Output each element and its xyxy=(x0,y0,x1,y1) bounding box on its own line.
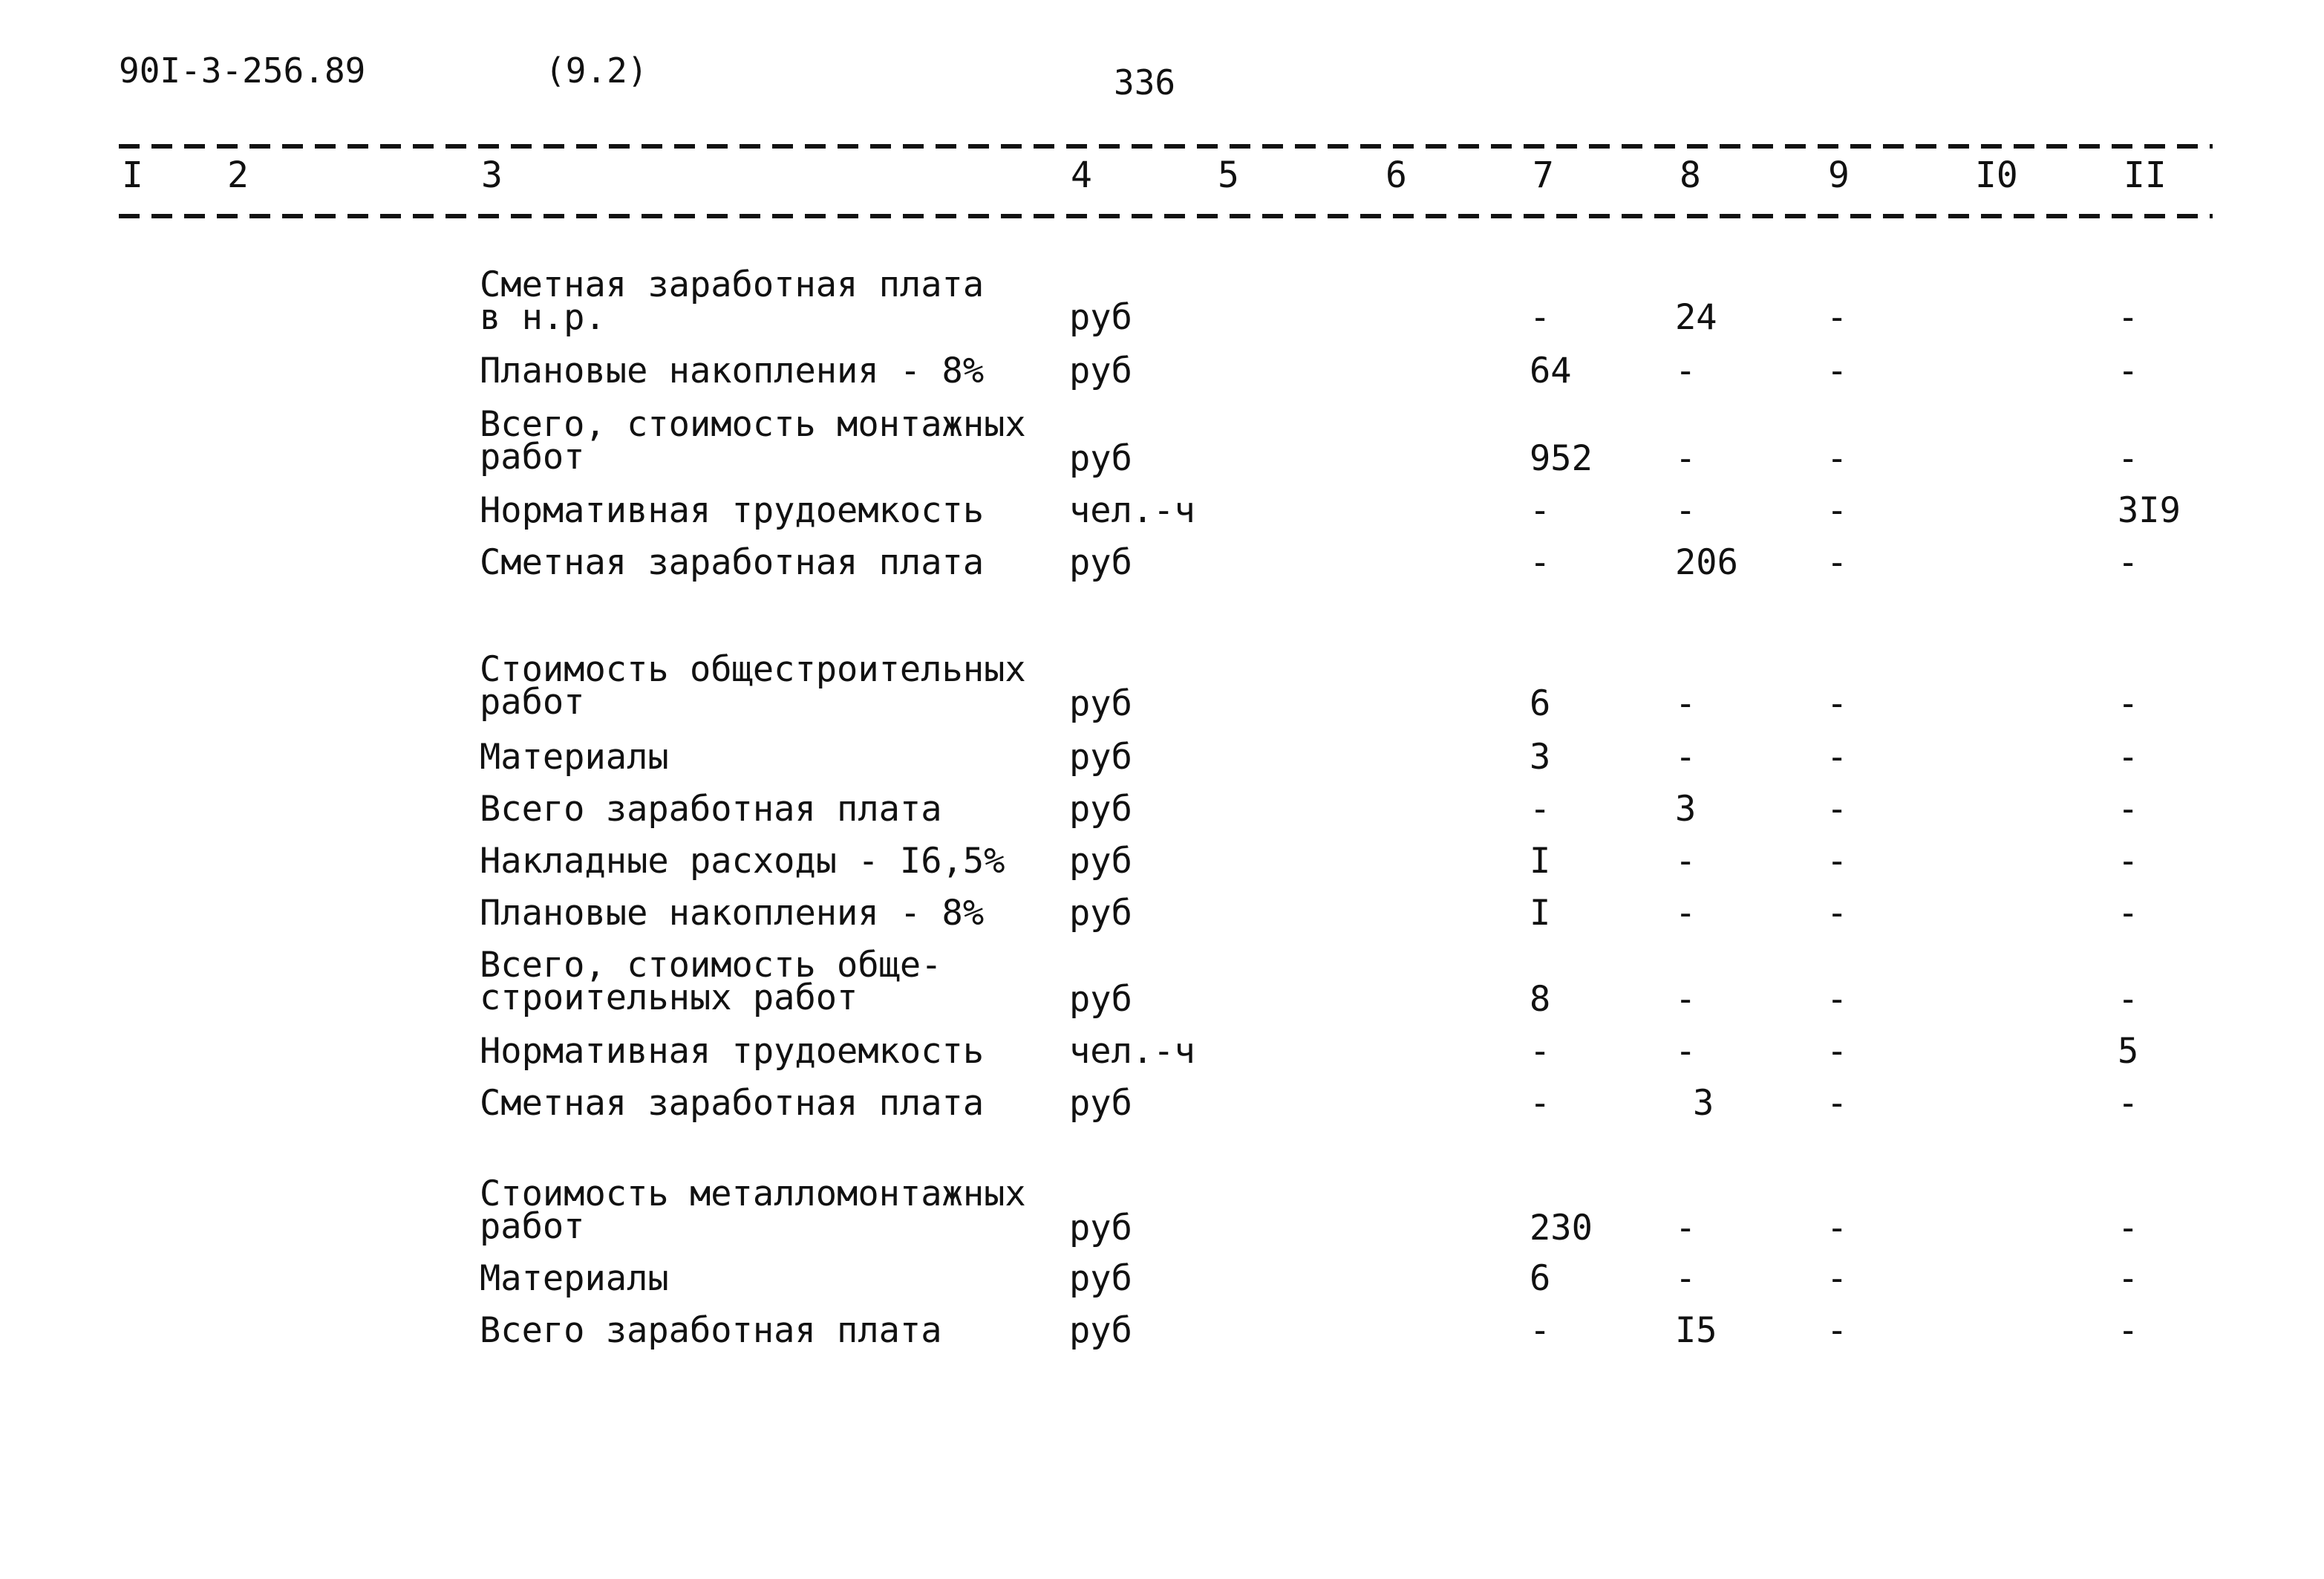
col8-cell: - xyxy=(1675,1258,1697,1299)
table-row xyxy=(0,1031,2324,1086)
row-label: Сметная заработная плата xyxy=(480,542,985,583)
unit-cell: руб xyxy=(1069,297,1132,338)
column-number-10: I0 xyxy=(1975,154,2018,196)
col7-cell: - xyxy=(1530,1310,1551,1351)
col9-cell: - xyxy=(1827,789,1848,830)
col7-cell: 952 xyxy=(1530,438,1593,479)
col8-cell: - xyxy=(1675,1031,1697,1072)
table-row xyxy=(0,841,2324,896)
col7-cell: 8 xyxy=(1530,979,1551,1020)
row-label: Сметная заработная плата xyxy=(480,1083,985,1124)
col9-cell: - xyxy=(1827,683,1848,724)
col9-cell: - xyxy=(1827,1031,1848,1072)
table-row xyxy=(0,1258,2324,1313)
column-number-2: 2 xyxy=(227,154,249,196)
col8-cell: 206 xyxy=(1675,542,1738,583)
col11-cell: - xyxy=(2118,297,2139,338)
document-code: 90I-3-256.89 xyxy=(119,51,366,91)
col7-cell: - xyxy=(1530,1083,1551,1124)
col7-cell: 64 xyxy=(1530,351,1572,391)
table-row xyxy=(0,1173,2324,1248)
unit-cell: чел.-ч xyxy=(1069,1031,1195,1072)
row-label: Накладные расходы - I6,5% xyxy=(480,841,1005,882)
col11-cell: - xyxy=(2118,1208,2139,1248)
col11-cell: - xyxy=(2118,737,2139,778)
col9-cell: - xyxy=(1827,737,1848,778)
column-number-7: 7 xyxy=(1533,154,1554,196)
unit-cell: руб xyxy=(1069,1083,1132,1124)
col11-cell: 3I9 xyxy=(2118,490,2181,531)
column-number-9: 9 xyxy=(1828,154,1850,196)
section-number: (9.2) xyxy=(545,51,648,91)
col8-cell: - xyxy=(1675,979,1697,1020)
col7-cell: 6 xyxy=(1530,1258,1551,1299)
col9-cell: - xyxy=(1827,542,1848,583)
unit-cell: руб xyxy=(1069,979,1132,1020)
col9-cell: - xyxy=(1827,841,1848,882)
table-row xyxy=(0,945,2324,1020)
table-row xyxy=(0,264,2324,338)
col8-cell: I5 xyxy=(1675,1310,1717,1351)
row-label: Материалы xyxy=(480,737,669,778)
col8-cell: 3 xyxy=(1675,789,1697,830)
col8-cell: - xyxy=(1675,683,1697,724)
col11-cell: - xyxy=(2118,683,2139,724)
header-bottom-rule xyxy=(119,214,2213,218)
row-label: Нормативная трудоемкость xyxy=(480,1031,985,1072)
table-row xyxy=(0,649,2324,724)
row-label: Всего заработная плата xyxy=(480,1310,942,1351)
col11-cell: - xyxy=(2118,841,2139,882)
table-row xyxy=(0,789,2324,844)
col8-cell: - xyxy=(1675,351,1697,391)
row-label: Материалы xyxy=(480,1258,669,1299)
unit-cell: руб xyxy=(1069,683,1132,724)
unit-cell: руб xyxy=(1069,1310,1132,1351)
col11-cell: 5 xyxy=(2118,1031,2139,1072)
col7-cell: 6 xyxy=(1530,683,1551,724)
col9-cell: - xyxy=(1827,1258,1848,1299)
row-label: Плановые накопления - 8% xyxy=(480,893,985,934)
col11-cell: - xyxy=(2118,893,2139,934)
table-row xyxy=(0,351,2324,406)
col7-cell: - xyxy=(1530,490,1551,531)
col8-cell: - xyxy=(1675,841,1697,882)
page-number: 336 xyxy=(1114,62,1176,102)
col8-cell: - xyxy=(1675,893,1697,934)
unit-cell: руб xyxy=(1069,438,1132,479)
col11-cell: - xyxy=(2118,789,2139,830)
table-row xyxy=(0,893,2324,948)
col9-cell: - xyxy=(1827,297,1848,338)
col9-cell: - xyxy=(1827,979,1848,1020)
row-label-continued: работ xyxy=(480,682,585,723)
table-row xyxy=(0,490,2324,545)
row-label-continued: работ xyxy=(480,437,585,478)
row-label: Плановые накопления - 8% xyxy=(480,351,985,391)
unit-cell: руб xyxy=(1069,351,1132,391)
col8-cell: - xyxy=(1675,1208,1697,1248)
unit-cell: чел.-ч xyxy=(1069,490,1195,531)
col8-cell: - xyxy=(1675,490,1697,531)
row-label: Сметная заработная плата xyxy=(480,264,985,305)
col9-cell: - xyxy=(1827,1208,1848,1248)
table-row xyxy=(0,1310,2324,1365)
col9-cell: - xyxy=(1827,1310,1848,1351)
col7-cell: 3 xyxy=(1530,737,1551,778)
col7-cell: - xyxy=(1530,297,1551,338)
table-row xyxy=(0,737,2324,792)
column-number-1: I xyxy=(122,154,143,196)
col11-cell: - xyxy=(2118,1083,2139,1124)
row-label: Всего, стоимость монтажных xyxy=(480,404,1026,445)
col9-cell: - xyxy=(1827,893,1848,934)
unit-cell: руб xyxy=(1069,1258,1132,1299)
column-number-11: II xyxy=(2124,154,2167,196)
top-rule xyxy=(119,144,2213,149)
table-row xyxy=(0,404,2324,479)
col8-cell: 3 xyxy=(1693,1083,1714,1124)
col7-cell: I xyxy=(1530,893,1551,934)
col9-cell: - xyxy=(1827,1083,1848,1124)
unit-cell: руб xyxy=(1069,542,1132,583)
col11-cell: - xyxy=(2118,351,2139,391)
column-number-5: 5 xyxy=(1218,154,1239,196)
column-number-8: 8 xyxy=(1680,154,1701,196)
table-row xyxy=(0,1083,2324,1138)
col9-cell: - xyxy=(1827,438,1848,479)
row-label: Всего, стоимость обще- xyxy=(480,945,942,986)
row-label: Нормативная трудоемкость xyxy=(480,490,985,531)
col9-cell: - xyxy=(1827,490,1848,531)
col11-cell: - xyxy=(2118,1258,2139,1299)
col7-cell: - xyxy=(1530,789,1551,830)
col8-cell: - xyxy=(1675,737,1697,778)
unit-cell: руб xyxy=(1069,841,1132,882)
column-number-3: 3 xyxy=(481,154,503,196)
table-row xyxy=(0,542,2324,597)
unit-cell: руб xyxy=(1069,737,1132,778)
col7-cell: - xyxy=(1530,1031,1551,1072)
col11-cell: - xyxy=(2118,1310,2139,1351)
row-label: Стоимость металломонтажных xyxy=(480,1173,1026,1214)
unit-cell: руб xyxy=(1069,893,1132,934)
row-label-continued: строительных работ xyxy=(480,977,858,1018)
column-number-6: 6 xyxy=(1385,154,1407,196)
row-label-continued: в н.р. xyxy=(480,297,606,338)
col8-cell: - xyxy=(1675,438,1697,479)
unit-cell: руб xyxy=(1069,1208,1132,1248)
unit-cell: руб xyxy=(1069,789,1132,830)
col7-cell: I xyxy=(1530,841,1551,882)
col7-cell: 230 xyxy=(1530,1208,1593,1248)
col11-cell: - xyxy=(2118,542,2139,583)
column-number-4: 4 xyxy=(1071,154,1092,196)
col9-cell: - xyxy=(1827,351,1848,391)
col11-cell: - xyxy=(2118,438,2139,479)
row-label: Стоимость общестроительных xyxy=(480,649,1026,690)
col8-cell: 24 xyxy=(1675,297,1717,338)
col11-cell: - xyxy=(2118,979,2139,1020)
row-label-continued: работ xyxy=(480,1206,585,1247)
col7-cell: - xyxy=(1530,542,1551,583)
row-label: Всего заработная плата xyxy=(480,789,942,830)
